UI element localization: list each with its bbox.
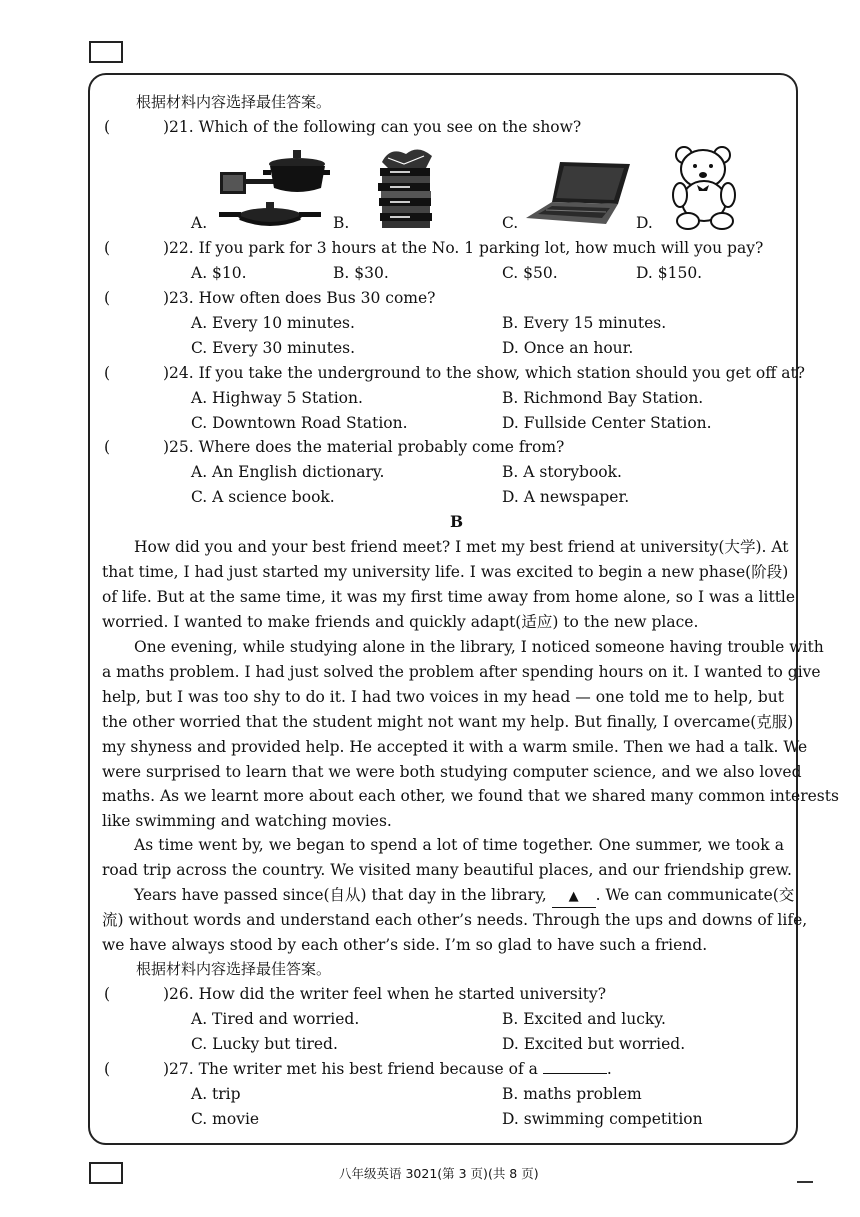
question-21-option-d: D. <box>636 214 653 232</box>
page-footer: 八年级英语 3021(第 3 页)(共 8 页) <box>339 1166 539 1181</box>
passage-line-part: . We can communicate(交 <box>595 886 795 904</box>
question-21-option-c: C. <box>502 214 519 232</box>
passage-line: 流) without words and understand each other’s needs. Through the ups and downs of life, <box>102 911 808 929</box>
instruction-heading: 根据材料内容选择最佳答案。 <box>136 93 332 111</box>
question-22-stem: )22. If you park for 3 hours at the No. 1 parking lot, how much will you pay? <box>163 239 764 257</box>
question-26-option-a: A. Tired and worried. <box>191 1010 360 1028</box>
passage-line: like swimming and watching movies. <box>102 812 392 830</box>
passage-line-with-blank <box>134 885 794 908</box>
question-26-option-c: C. Lucky but tired. <box>191 1035 338 1053</box>
answer-bracket-25: ( <box>104 438 111 456</box>
passage-line-part: Years have passed since(自从) that day in the library, <box>134 886 547 904</box>
answer-bracket-21: ( <box>104 118 111 136</box>
question-21-option-b: B. <box>333 214 350 232</box>
passage-line: a maths problem. I had just solved the problem after spending hours on it. I wanted to give <box>102 663 821 681</box>
question-22-option-c: C. $50. <box>502 264 558 282</box>
question-21-stem: )21. Which of the following can you see on the show? <box>163 118 582 136</box>
question-27-option-c: C. movie <box>191 1110 260 1128</box>
question-25-option-d: D. A newspaper. <box>502 488 630 506</box>
teddy-bear-icon <box>664 143 744 231</box>
footer-dash <box>797 1181 813 1183</box>
question-26-option-d: D. Excited but worried. <box>502 1035 686 1053</box>
passage-line: maths. As we learnt more about each other, we found that we shared many common interests <box>102 787 839 805</box>
question-25-option-b: B. A storybook. <box>502 463 622 481</box>
question-27-option-d: D. swimming competition <box>502 1110 703 1128</box>
question-25-stem: )25. Where does the material probably come from? <box>163 438 565 456</box>
question-27-stem <box>163 1059 612 1079</box>
question-23-option-a: A. Every 10 minutes. <box>191 314 355 332</box>
answer-bracket-24: ( <box>104 364 111 382</box>
passage-line: As time went by, we began to spend a lot of time together. One summer, we took a <box>134 836 784 854</box>
stacked-books-icon <box>368 144 440 230</box>
passage-line: help, but I was too shy to do it. I had two voices in my head — one told me to help, but <box>102 688 784 706</box>
passage-line: we have always stood by each other’s side. I’m so glad to have such a friend. <box>102 936 708 954</box>
question-24-option-d: D. Fullside Center Station. <box>502 414 712 432</box>
question-27-stem-end: . <box>606 1060 612 1078</box>
answer-blank-triangle: ▲ <box>552 887 596 908</box>
question-21-option-a: A. <box>191 214 208 232</box>
question-27-option-b: B. maths problem <box>502 1085 642 1103</box>
question-23-option-d: D. Once an hour. <box>502 339 634 357</box>
answer-bracket-22: ( <box>104 239 111 257</box>
instruction-heading-2: 根据材料内容选择最佳答案。 <box>136 960 332 978</box>
question-24-option-c: C. Downtown Road Station. <box>191 414 408 432</box>
question-22-option-d: D. $150. <box>636 264 703 282</box>
passage-line: were surprised to learn that we were both studying computer science, and we also loved <box>102 763 802 781</box>
question-23-stem: )23. How often does Bus 30 come? <box>163 289 436 307</box>
answer-bracket-27: ( <box>104 1060 111 1078</box>
passage-line: worried. I wanted to make friends and quickly adapt(适应) to the new place. <box>102 613 699 631</box>
question-27-option-a: A. trip <box>191 1085 241 1103</box>
section-b-title: B <box>450 512 464 531</box>
top-corner-mark <box>89 41 123 63</box>
question-23-option-b: B. Every 15 minutes. <box>502 314 667 332</box>
passage-line: One evening, while studying alone in the library, I noticed someone having trouble with <box>134 638 824 656</box>
answer-bracket-26: ( <box>104 985 111 1003</box>
passage-line: road trip across the country. We visited many beautiful places, and our friendship grew. <box>102 861 792 879</box>
bottom-corner-mark <box>89 1162 123 1184</box>
passage-line: that time, I had just started my university life. I was excited to begin a new phase(阶段) <box>102 563 789 581</box>
question-26-stem: )26. How did the writer feel when he started university? <box>163 985 607 1003</box>
question-26-option-b: B. Excited and lucky. <box>502 1010 666 1028</box>
cooking-pots-icon <box>215 142 330 230</box>
question-27-stem-text: )27. The writer met his best friend because of a <box>163 1060 538 1078</box>
answer-bracket-23: ( <box>104 289 111 307</box>
passage-line: of life. But at the same time, it was my first time away from home alone, so I was a little <box>102 588 796 606</box>
question-24-option-b: B. Richmond Bay Station. <box>502 389 704 407</box>
question-25-option-a: A. An English dictionary. <box>191 463 385 481</box>
question-25-option-c: C. A science book. <box>191 488 335 506</box>
question-24-stem: )24. If you take the underground to the show, which station should you get off at? <box>163 364 805 382</box>
question-22-option-a: A. $10. <box>191 264 247 282</box>
passage-line: the other worried that the student might not want my help. But finally, I overcame(克服) <box>102 713 794 731</box>
question-24-option-a: A. Highway 5 Station. <box>191 389 363 407</box>
passage-line: How did you and your best friend meet? I met my best friend at university(大学). At <box>134 538 789 556</box>
question-23-option-c: C. Every 30 minutes. <box>191 339 356 357</box>
laptop-icon <box>522 158 634 228</box>
passage-line: my shyness and provided help. He accepted it with a warm smile. Then we had a talk. We <box>102 738 808 756</box>
question-22-option-b: B. $30. <box>333 264 389 282</box>
answer-blank <box>543 1059 607 1074</box>
